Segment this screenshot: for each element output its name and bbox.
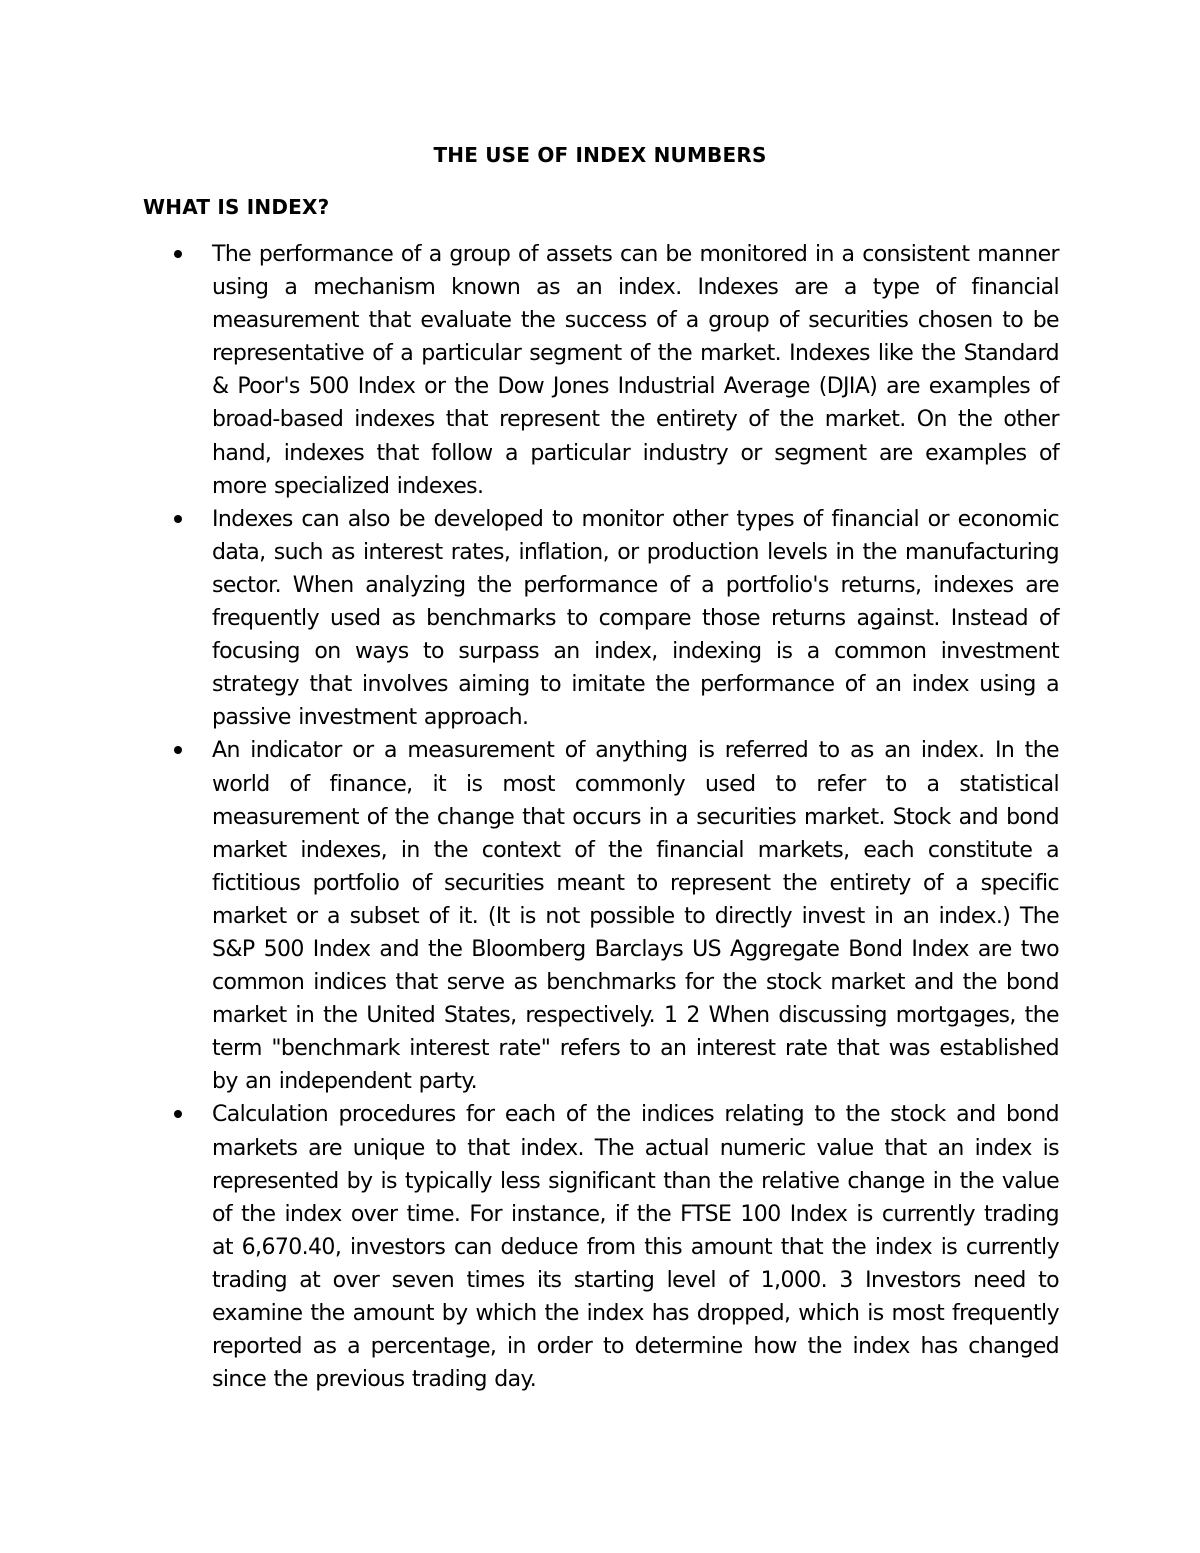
bullet-text: An indicator or a measurement of anything is referred to as an index. In the world of finance, it is most commonly used to refer to a statistical measurement of the change that occurs in a securities market. Stock and bond market indexes, in the context of the financial markets, each constitute a fictitious portfolio of securities meant to represent the entirety of a specific market or a subset of it. (It is not possible to directly invest in an index.) The S&P 500 Index and the Bloomberg Barclays US Aggregate Bond Index are two common indices that serve as benchmarks for the stock market and the bond market in the United States, respectively. 1 2 When discussing mortgages, the term "benchmark interest rate" refers to an interest rate that was established by an independent party.	[212, 738, 1059, 1095]
bullet-text: Indexes can also be developed to monitor other types of financial or economic data, such as interest rates, inflation, or production levels in the manufacturing sector. When analyzing the performance of a portfolio's returns, indexes are frequently used as benchmarks to compare those returns against. Instead of focusing on ways to surpass an index, indexing is a common investment strategy that involves aiming to imitate the performance of an index using a passive investment approach.	[212, 506, 1059, 731]
bullet-text: Calculation procedures for each of the indices relating to the stock and bond markets are unique to that index. The actual numeric value that an index is represented by is typically less significant than the relative change in the value of the index over time. For instance, if the FTSE 100 Index is currently trading at 6,670.40, investors can deduce from this amount that the index is currently trading at over seven times its starting level of 1,000. 3 Investors need to examine the amount by which the index has dropped, which is most frequently reported as a percentage, in order to determine how the index has changed since the previous trading day.	[212, 1102, 1059, 1393]
bullet-list	[171, 238, 1059, 1396]
list-item	[171, 734, 1059, 1098]
bullet-text: The performance of a group of assets can be monitored in a consistent manner using a mechanism known as an index. Indexes are a type of financial measurement that evaluate the success of a group of securities chosen to be representative of a particular segment of the market. Indexes like the Standard & Poor's 500 Index or the Dow Jones Industrial Average (DJIA) are examples of broad-based indexes that represent the entirety of the market. On the other hand, indexes that follow a particular industry or segment are examples of more specialized indexes.	[212, 242, 1059, 499]
bullet-point-icon	[174, 250, 182, 258]
bullet-point-icon	[174, 746, 182, 754]
section-heading: WHAT IS INDEX?	[143, 195, 330, 219]
list-item	[171, 1098, 1059, 1396]
bullet-point-icon	[174, 515, 182, 523]
list-item	[171, 238, 1059, 503]
list-item	[171, 503, 1059, 735]
document-title: THE USE OF INDEX NUMBERS	[433, 143, 767, 167]
bullet-point-icon	[174, 1110, 182, 1118]
